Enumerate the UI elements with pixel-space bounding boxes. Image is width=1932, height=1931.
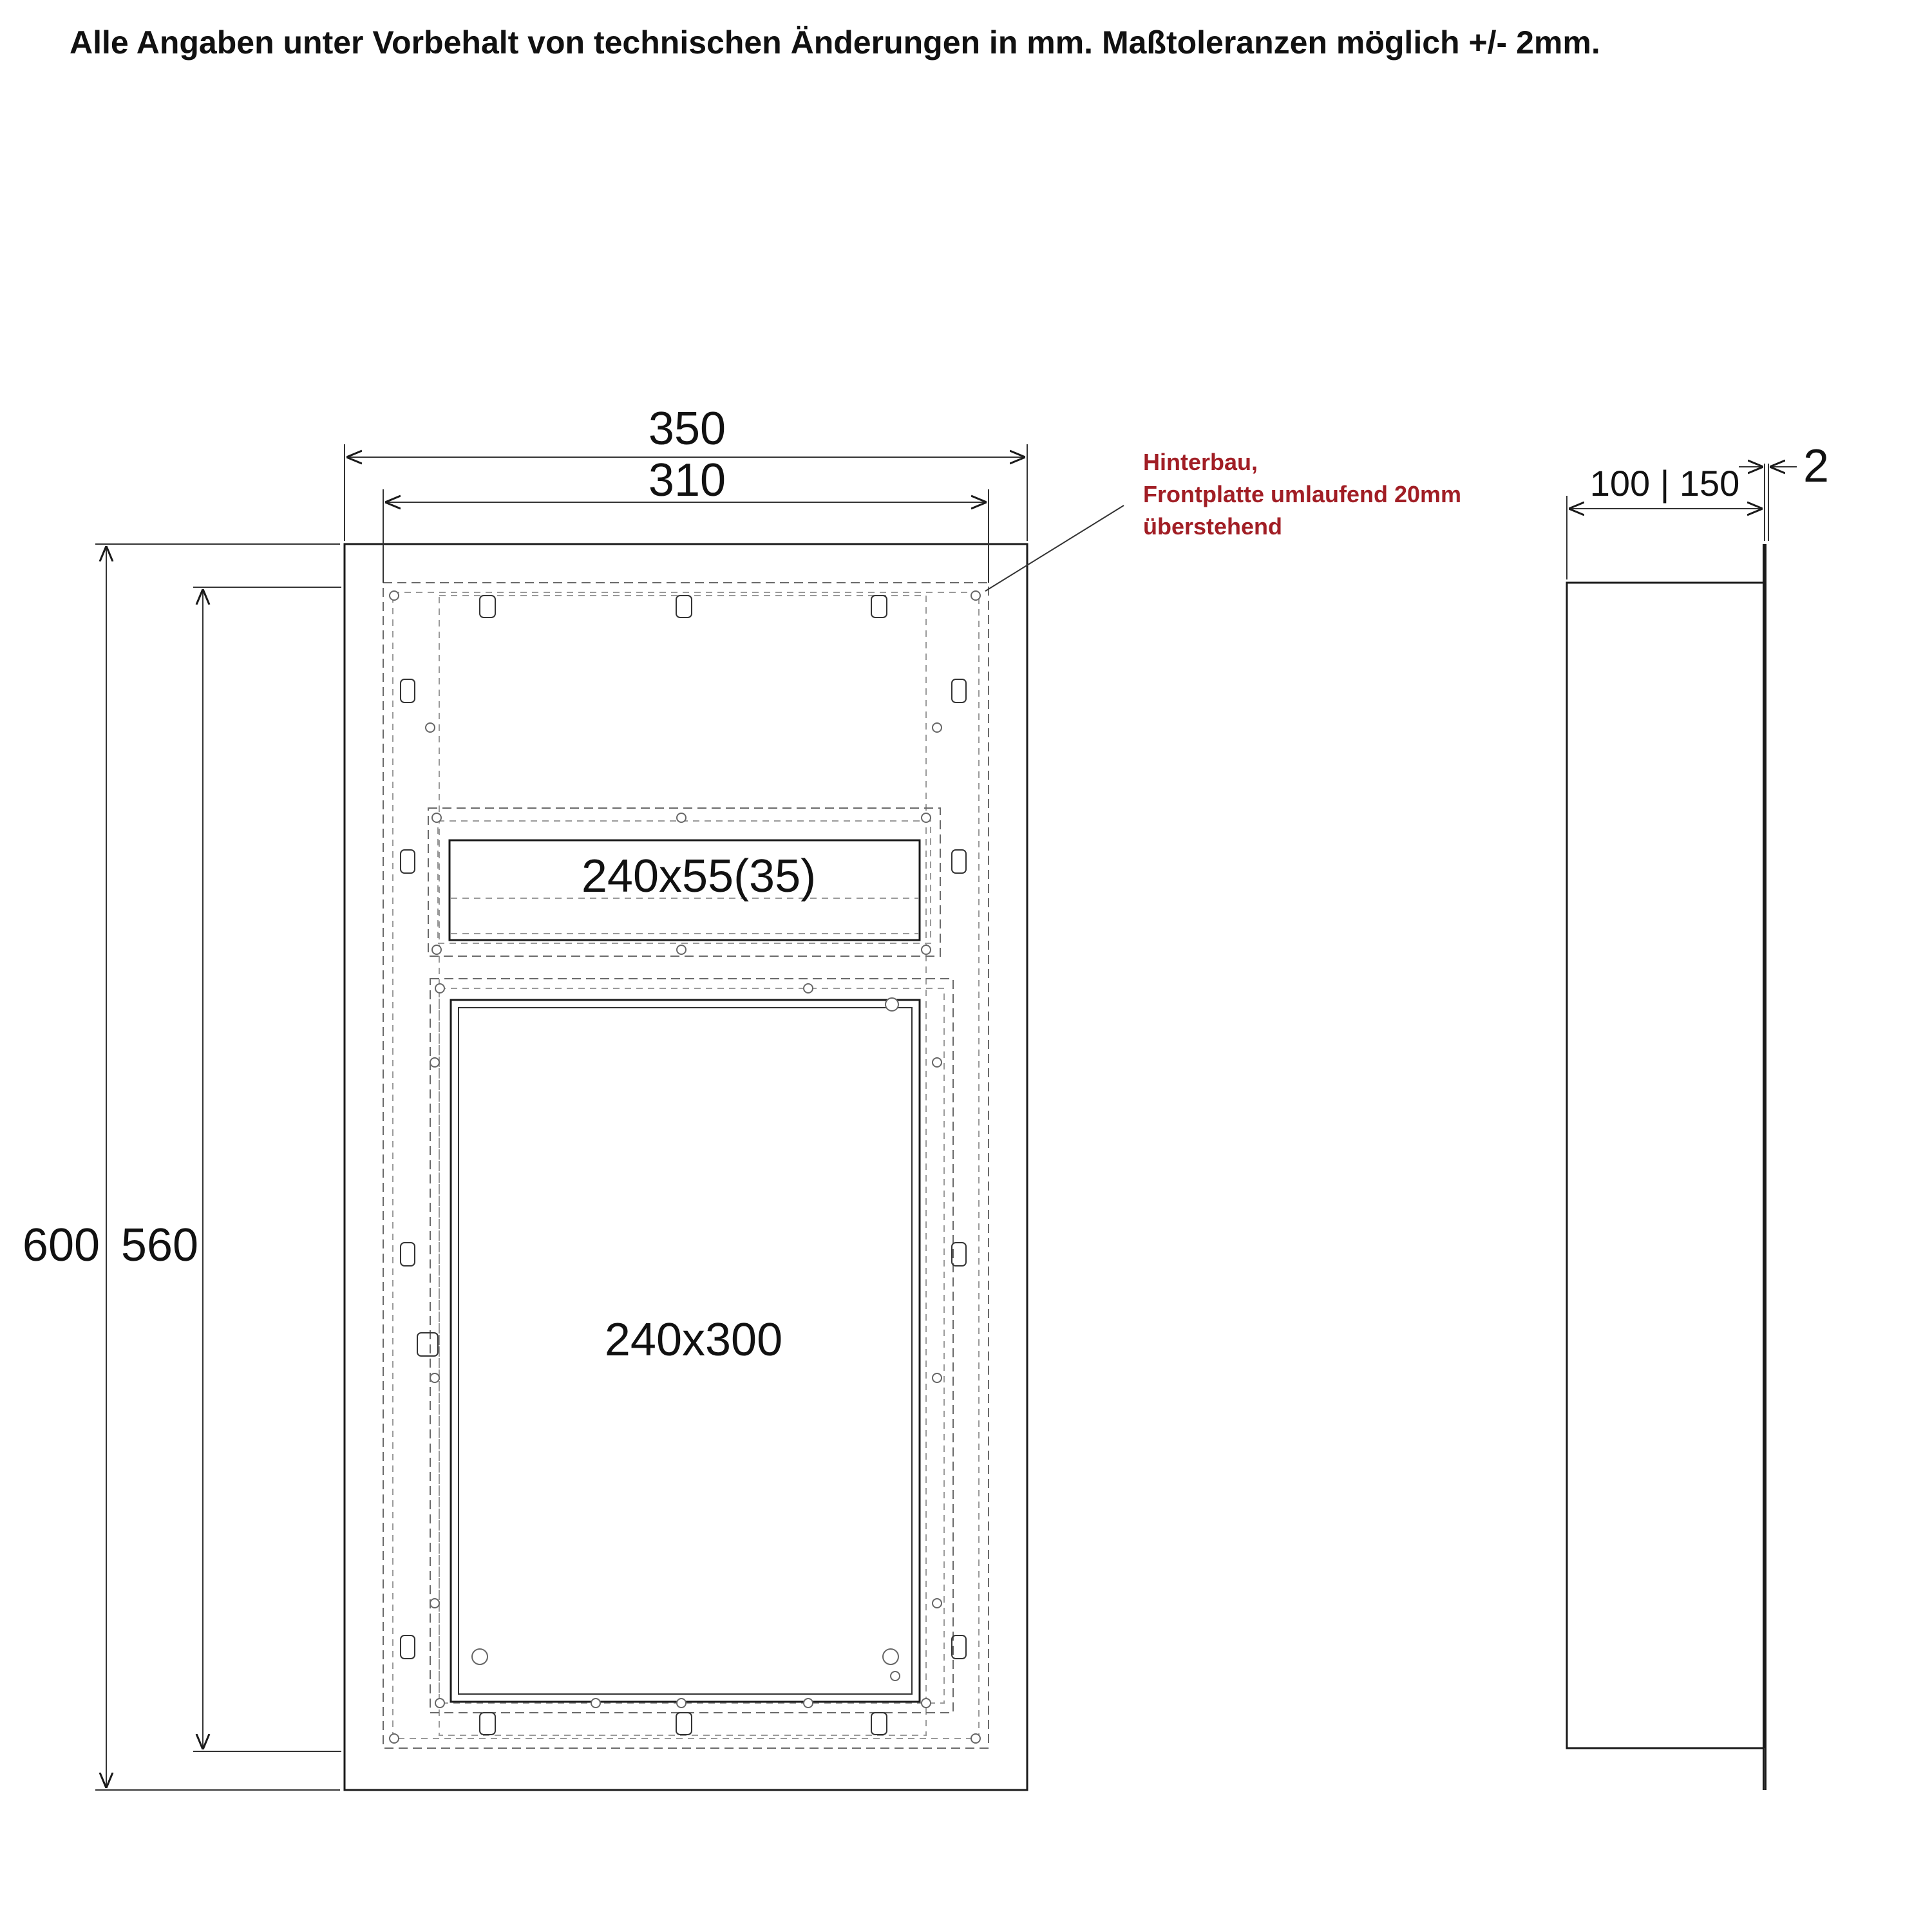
back-body-inner-outline: [393, 592, 979, 1738]
disclaimer-text: Alle Angaben unter Vorbehalt von technischen Änderungen in mm. Maßtoleranzen möglich +/- 2mm.: [70, 24, 1600, 61]
dimension-350-label: 350: [648, 403, 726, 455]
dimension-600-label: 600: [22, 1220, 100, 1271]
back-body-outline: [383, 583, 989, 1748]
door-size-label: 240x300: [604, 1314, 783, 1366]
note-line-1: Hinterbau,: [1143, 449, 1258, 475]
screws: [390, 591, 980, 1743]
dimension-plate-label: 2: [1803, 440, 1830, 492]
side-view: [1567, 440, 1829, 1790]
note-leader-line: [985, 505, 1124, 591]
slot-size-label: 240x55(35): [581, 851, 817, 902]
front-view: [23, 403, 1027, 1790]
height-dimensions: [23, 544, 341, 1790]
inner-frame-outline: [439, 596, 926, 1735]
side-front-plate: [1763, 544, 1766, 1790]
dimension-310-label: 310: [648, 455, 726, 506]
note-line-2: Frontplatte umlaufend 20mm: [1143, 481, 1462, 507]
dimension-560-label: 560: [120, 1220, 199, 1271]
width-dimensions: [345, 403, 1027, 583]
dimension-depth-label: 100 | 150: [1589, 463, 1740, 504]
front-plate-outline: [345, 544, 1027, 1790]
note-line-3: überstehend: [1143, 513, 1283, 540]
side-body: [1567, 583, 1765, 1748]
mounting-brackets: [401, 596, 966, 1735]
note-callout: [985, 449, 1461, 591]
